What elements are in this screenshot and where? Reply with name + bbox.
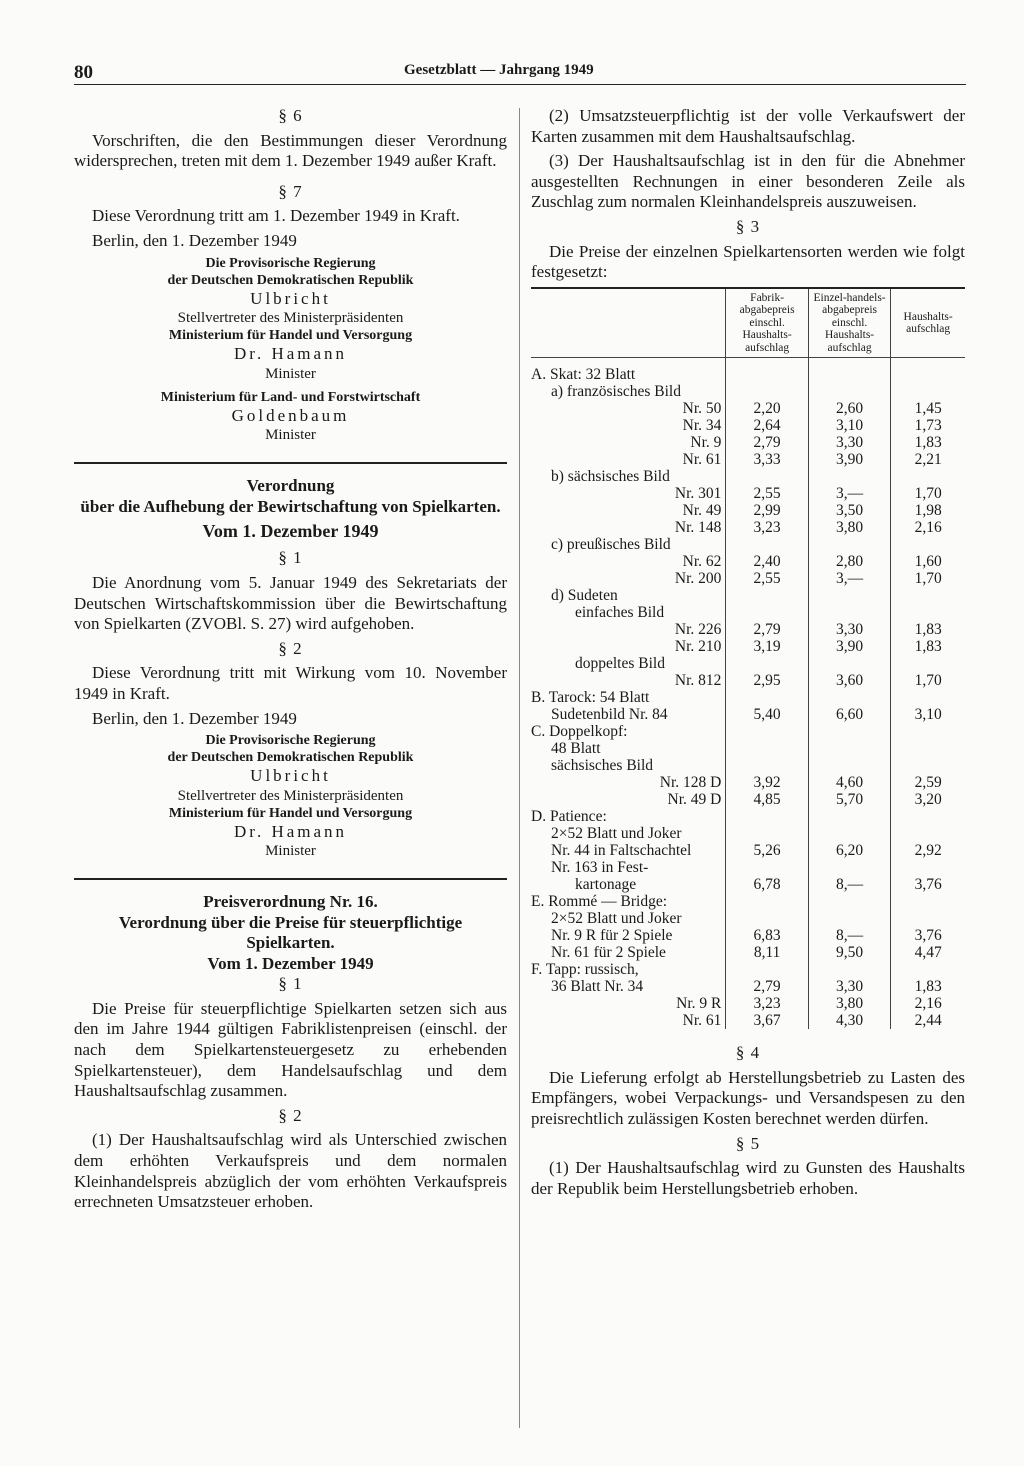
table-row [531, 825, 965, 842]
table-cell-item: F. Tapp: russisch, [531, 961, 639, 979]
table-row [531, 808, 965, 825]
sig1-title3: Minister [265, 427, 316, 444]
table-cell-factory-price: 3,23 [726, 519, 808, 536]
table-cell-factory-price: 2,99 [726, 502, 808, 519]
table-cell-surcharge: 1,83 [891, 434, 965, 451]
table-cell-surcharge: 2,16 [891, 995, 965, 1012]
table-cell-item: Nr. 49 [682, 502, 722, 520]
table-cell-retail-price [808, 689, 890, 706]
section-2-paragraph-3: (3) Der Haushaltsaufschlag ist in den für die Abnehmer ausgestellten Rechnungen in einer besonderen Zeile als Zuschlag zum normalen Kleinhandelspreis auszuweisen. [531, 151, 965, 212]
table-cell-item: B. Tarock: 54 Blatt [531, 689, 650, 707]
table-cell-retail-price [808, 468, 890, 485]
section-7-text: Diese Verordnung tritt am 1. Dezember 1949 in Kraft. [92, 206, 460, 226]
price-table-header-retail: Einzel-handels-abgabepreis einschl. Haushalts-aufschlag [808, 288, 890, 358]
table-cell-retail-price [808, 536, 890, 553]
table-row [531, 434, 965, 451]
ordinance2-date: Vom 1. Dezember 1949 [202, 521, 379, 542]
table-cell-item: einfaches Bild [575, 604, 665, 622]
table-cell-surcharge: 2,59 [891, 774, 965, 791]
table-cell-retail-price: 5,70 [808, 791, 890, 808]
page-number: 80 [74, 62, 93, 83]
sig1-name1: Ulbricht [250, 288, 331, 308]
table-cell-surcharge [891, 859, 965, 876]
ordinance2-section2-heading: § 2 [278, 638, 303, 658]
table-cell-factory-price [726, 468, 808, 485]
table-cell-factory-price: 2,79 [726, 621, 808, 638]
table-cell-factory-price [726, 587, 808, 604]
table-row [531, 893, 965, 910]
table-cell-factory-price: 3,19 [726, 638, 808, 655]
table-cell-surcharge [891, 655, 965, 672]
table-cell-retail-price: 9,50 [808, 944, 890, 961]
ordinance2-title2: über die Aufhebung der Bewirtschaftung von Spielkarten. [80, 496, 501, 516]
table-cell-factory-price: 2,95 [726, 672, 808, 689]
table-row [531, 978, 965, 995]
table-cell-surcharge: 3,20 [891, 791, 965, 808]
ordinance3-title1: Preisverordnung Nr. 16. [203, 892, 378, 912]
table-cell-surcharge: 1,70 [891, 672, 965, 689]
sig1-ministry2: Ministerium für Land- und Forstwirtschaft [160, 389, 421, 405]
table-cell-item: d) Sudeten [551, 587, 618, 605]
place-date-1: Berlin, den 1. Dezember 1949 [92, 230, 297, 250]
table-cell-factory-price [726, 825, 808, 842]
section-5-heading: § 5 [735, 1133, 761, 1153]
table-cell-surcharge: 4,47 [891, 944, 965, 961]
table-cell-surcharge: 1,83 [891, 978, 965, 995]
price-table-header-label [531, 288, 726, 358]
section-3-heading: § 3 [735, 216, 761, 236]
table-cell-retail-price: 3,60 [808, 672, 890, 689]
table-row [531, 570, 965, 587]
table-cell-retail-price: 2,80 [808, 553, 890, 570]
right-column [531, 106, 965, 1203]
table-cell-item: Nr. 62 [682, 553, 722, 571]
table-cell-item: a) französisches Bild [551, 383, 681, 401]
header-rule [74, 84, 966, 85]
table-row [531, 468, 965, 485]
table-cell-retail-price: 4,30 [808, 1012, 890, 1029]
section-7-heading: § 7 [278, 181, 303, 201]
sig1-title1: Stellvertreter des Ministerpräsidenten [177, 310, 404, 327]
table-cell-retail-price: 3,90 [808, 638, 890, 655]
table-cell-surcharge: 2,16 [891, 519, 965, 536]
table-cell-retail-price [808, 825, 890, 842]
table-cell-item: Nr. 9 R für 2 Spiele [551, 927, 673, 945]
table-cell-item: 48 Blatt [551, 740, 601, 758]
table-cell-surcharge: 1,45 [891, 400, 965, 417]
sig2-name1: Ulbricht [250, 766, 331, 786]
price-table-body [531, 358, 965, 1030]
table-row [531, 757, 965, 774]
table-row [531, 621, 965, 638]
sig1-gov-line1: Die Provisorische Regierung [205, 255, 376, 271]
table-cell-retail-price [808, 383, 890, 400]
table-cell-retail-price: 4,60 [808, 774, 890, 791]
table-cell-factory-price: 2,55 [726, 570, 808, 587]
section-separator-2 [74, 878, 507, 880]
table-row [531, 706, 965, 723]
table-cell-surcharge [891, 893, 965, 910]
table-cell-retail-price: 3,30 [808, 978, 890, 995]
table-cell-retail-price: 3,80 [808, 995, 890, 1012]
table-row [531, 417, 965, 434]
table-cell-factory-price [726, 808, 808, 825]
table-cell-retail-price [808, 893, 890, 910]
table-cell-retail-price: 3,30 [808, 434, 890, 451]
table-cell-item: Nr. 301 [674, 485, 722, 503]
table-cell-factory-price [726, 961, 808, 978]
table-cell-factory-price: 2,64 [726, 417, 808, 434]
table-cell-factory-price: 5,40 [726, 706, 808, 723]
table-cell-surcharge [891, 723, 965, 740]
sig2-title1: Stellvertreter des Ministerpräsidenten [177, 787, 404, 804]
table-cell-factory-price: 3,67 [726, 1012, 808, 1029]
table-cell-surcharge: 2,44 [891, 1012, 965, 1029]
table-cell-item: Nr. 61 [682, 451, 722, 469]
table-cell-factory-price [726, 910, 808, 927]
table-cell-retail-price [808, 587, 890, 604]
table-row [531, 791, 965, 808]
table-cell-surcharge: 1,83 [891, 621, 965, 638]
table-cell-retail-price [808, 910, 890, 927]
table-cell-factory-price [726, 358, 808, 384]
table-cell-factory-price: 3,92 [726, 774, 808, 791]
table-cell-item: Sudetenbild Nr. 84 [551, 706, 668, 724]
ordinance3-title2: Verordnung über die Preise für steuerpflichtige Spielkarten. [118, 912, 463, 953]
section-6-text: Vorschriften, die den Bestimmungen dieser Verordnung widersprechen, treten mit dem 1. Dezember 1949 außer Kraft. [74, 130, 507, 171]
table-cell-item: b) sächsisches Bild [551, 468, 670, 486]
table-cell-factory-price: 6,78 [726, 876, 808, 893]
table-row [531, 910, 965, 927]
table-row [531, 995, 965, 1012]
table-cell-item: Nr. 61 für 2 Spiele [551, 944, 666, 962]
table-cell-surcharge: 1,70 [891, 570, 965, 587]
sig2-gov-line2: der Deutschen Demokratischen Republik [167, 750, 414, 766]
table-cell-surcharge [891, 825, 965, 842]
price-table-header-surcharge: Haushalts-aufschlag [891, 288, 965, 358]
table-cell-factory-price [726, 383, 808, 400]
section-2-paragraph-2: (2) Umsatzsteuerpflichtig ist der volle Verkaufswert der Karten zusammen mit dem Haushaltsaufschlag. [531, 106, 965, 146]
table-cell-item: Nr. 200 [674, 570, 722, 588]
table-cell-item: Nr. 61 [682, 1012, 722, 1030]
left-column [74, 106, 507, 1217]
table-cell-factory-price [726, 859, 808, 876]
table-cell-surcharge: 1,60 [891, 553, 965, 570]
table-cell-surcharge: 3,10 [891, 706, 965, 723]
sig1-gov-line2: der Deutschen Demokratischen Republik [167, 272, 414, 288]
table-cell-surcharge [891, 757, 965, 774]
sig2-title2: Minister [265, 843, 316, 860]
ordinance2-section1-heading: § 1 [278, 548, 303, 568]
table-cell-item: 2×52 Blatt und Joker [551, 825, 682, 843]
section-4-heading: § 4 [735, 1043, 761, 1063]
table-cell-retail-price: 3,30 [808, 621, 890, 638]
table-cell-retail-price: 8,— [808, 927, 890, 944]
table-cell-item: Nr. 210 [674, 638, 722, 656]
table-cell-retail-price: 3,80 [808, 519, 890, 536]
table-cell-surcharge: 1,83 [891, 638, 965, 655]
table-cell-item: sächsisches Bild [551, 757, 654, 775]
table-row [531, 1012, 965, 1029]
table-cell-retail-price: 3,90 [808, 451, 890, 468]
table-row [531, 485, 965, 502]
table-cell-factory-price [726, 536, 808, 553]
table-cell-surcharge: 1,73 [891, 417, 965, 434]
table-cell-factory-price: 2,20 [726, 400, 808, 417]
table-cell-item: Nr. 49 D [667, 791, 722, 809]
table-row [531, 451, 965, 468]
table-cell-retail-price [808, 808, 890, 825]
table-row [531, 672, 965, 689]
table-cell-factory-price: 3,33 [726, 451, 808, 468]
section-3-text: Die Preise der einzelnen Spielkartensorten werden wie folgt festgesetzt: [531, 241, 965, 282]
table-cell-factory-price: 6,83 [726, 927, 808, 944]
table-cell-retail-price: 2,60 [808, 400, 890, 417]
table-cell-item: Nr. 9 R [676, 995, 722, 1013]
table-row [531, 740, 965, 757]
section-4-text: Die Lieferung erfolgt ab Herstellungsbetrieb zu Lasten des Empfängers, wobei Verpackungs- und Versandspesen zu den preisrechtlich zulässigen Kosten berechnet werden dürfen. [531, 1067, 965, 1129]
table-cell-item: Nr. 163 in Fest- [551, 859, 649, 877]
sig1-ministry1: Ministerium für Handel und Versorgung [168, 328, 413, 344]
table-cell-item: Nr. 44 in Faltschachtel [551, 842, 692, 860]
table-cell-surcharge: 3,76 [891, 927, 965, 944]
table-cell-surcharge [891, 383, 965, 400]
table-row [531, 358, 965, 384]
table-cell-factory-price: 2,40 [726, 553, 808, 570]
table-row [531, 587, 965, 604]
table-cell-surcharge: 3,76 [891, 876, 965, 893]
table-row [531, 383, 965, 400]
sig2-gov-line1: Die Provisorische Regierung [205, 733, 376, 749]
table-cell-retail-price: 3,10 [808, 417, 890, 434]
table-row [531, 502, 965, 519]
section-6-heading: § 6 [278, 106, 303, 125]
table-cell-item: Nr. 9 [690, 434, 722, 452]
table-cell-retail-price [808, 757, 890, 774]
table-cell-surcharge: 1,70 [891, 485, 965, 502]
sig2-ministry1: Ministerium für Handel und Versorgung [168, 805, 413, 821]
table-cell-retail-price: 6,60 [808, 706, 890, 723]
table-cell-retail-price [808, 723, 890, 740]
table-cell-factory-price [726, 757, 808, 774]
table-cell-item: E. Rommé — Bridge: [531, 893, 668, 911]
column-divider [519, 108, 520, 1428]
table-cell-item: doppeltes Bild [575, 655, 665, 673]
table-row [531, 655, 965, 672]
price-table-header-row [531, 288, 965, 358]
table-cell-factory-price [726, 689, 808, 706]
table-row [531, 400, 965, 417]
price-table-header-factory: Fabrik-abgabepreis einschl. Haushalts-aufschlag [726, 288, 808, 358]
sig1-name3: Goldenbaum [231, 405, 350, 425]
table-row [531, 536, 965, 553]
table-cell-retail-price [808, 655, 890, 672]
table-row [531, 842, 965, 859]
table-cell-surcharge [891, 961, 965, 978]
place-date-2: Berlin, den 1. Dezember 1949 [92, 708, 297, 728]
ordinance2-section1-text: Die Anordnung vom 5. Januar 1949 des Sekretariats der Deutschen Wirtschaftskommission über die Bewirtschaftung von Spielkarten (ZVOBl. S. 27) wird aufgehoben. [74, 572, 507, 634]
table-row [531, 927, 965, 944]
table-cell-factory-price [726, 655, 808, 672]
table-cell-surcharge [891, 587, 965, 604]
table-cell-factory-price: 8,11 [726, 944, 808, 961]
table-row [531, 944, 965, 961]
table-cell-item: c) preußisches Bild [551, 536, 671, 554]
table-cell-factory-price [726, 604, 808, 621]
section-5-text: (1) Der Haushaltsaufschlag wird zu Gunsten des Haushalts der Republik beim Herstellungsbetrieb erhoben. [531, 1158, 965, 1198]
table-cell-retail-price [808, 358, 890, 384]
table-cell-surcharge [891, 468, 965, 485]
sig1-name2: Dr. Hamann [233, 344, 348, 364]
table-cell-surcharge [891, 689, 965, 706]
table-cell-item: D. Patience: [531, 808, 607, 826]
table-cell-factory-price: 3,23 [726, 995, 808, 1012]
table-cell-retail-price [808, 859, 890, 876]
table-cell-item: 36 Blatt Nr. 34 [551, 978, 644, 996]
table-cell-retail-price: 6,20 [808, 842, 890, 859]
table-cell-surcharge [891, 910, 965, 927]
table-cell-retail-price [808, 740, 890, 757]
table-cell-factory-price: 2,79 [726, 434, 808, 451]
ordinance3-date: Vom 1. Dezember 1949 [207, 953, 374, 973]
table-cell-retail-price: 3,— [808, 485, 890, 502]
ordinance2-section2-text: Diese Verordnung tritt mit Wirkung vom 10. November 1949 in Kraft. [74, 663, 507, 703]
table-cell-item: Nr. 50 [682, 400, 722, 418]
table-row [531, 876, 965, 893]
table-cell-factory-price: 2,55 [726, 485, 808, 502]
table-row [531, 553, 965, 570]
ordinance3-section1-heading: § 1 [278, 974, 303, 994]
table-cell-surcharge [891, 808, 965, 825]
table-cell-factory-price [726, 893, 808, 910]
table-row [531, 604, 965, 621]
ordinance3-section2-text: (1) Der Haushaltsaufschlag wird als Unterschied zwischen dem erhöhten Verkaufspreis und dem normalen Kleinhandelspreis abzüglich der vom erhöhten Verkaufspreis errechneten Umsatzsteuer erhoben. [74, 1130, 507, 1212]
ordinance3-section1-text: Die Preise für steuerpflichtige Spielkarten setzen sich aus den im Jahre 1944 gültigen Fabriklistenpreisen (einschl. der nach dem Spielkartensteuergesetz zu erhebenden Spielkartensteuer), dem Handelsaufschlag und dem Haushaltsaufschlag zusammen. [74, 998, 507, 1101]
table-cell-item: C. Doppelkopf: [531, 723, 628, 741]
table-row [531, 961, 965, 978]
table-cell-surcharge: 2,92 [891, 842, 965, 859]
ordinance2-title1: Verordnung [246, 476, 335, 496]
table-row [531, 689, 965, 706]
table-cell-surcharge [891, 536, 965, 553]
table-cell-retail-price: 3,— [808, 570, 890, 587]
table-cell-factory-price [726, 723, 808, 740]
sig1-title2: Minister [265, 365, 316, 382]
table-cell-item: Nr. 226 [674, 621, 722, 639]
table-cell-retail-price [808, 604, 890, 621]
table-row [531, 519, 965, 536]
table-cell-surcharge [891, 740, 965, 757]
table-cell-surcharge: 1,98 [891, 502, 965, 519]
table-cell-item: Nr. 812 [674, 672, 722, 690]
table-row [531, 723, 965, 740]
table-row [531, 638, 965, 655]
table-cell-factory-price: 5,26 [726, 842, 808, 859]
sig2-name2: Dr. Hamann [233, 821, 348, 841]
table-cell-item: Nr. 148 [674, 519, 722, 537]
table-cell-surcharge [891, 358, 965, 384]
table-cell-retail-price: 8,— [808, 876, 890, 893]
table-cell-factory-price [726, 740, 808, 757]
table-cell-item: A. Skat: 32 Blatt [531, 366, 636, 384]
table-cell-item: kartonage [575, 876, 637, 894]
table-row [531, 774, 965, 791]
table-cell-surcharge [891, 604, 965, 621]
table-cell-item: Nr. 128 D [659, 774, 722, 792]
ordinance3-section2-heading: § 2 [278, 1105, 303, 1125]
section-separator-1 [74, 462, 507, 464]
table-cell-factory-price: 2,79 [726, 978, 808, 995]
table-cell-retail-price: 3,50 [808, 502, 890, 519]
running-header-title: Gesetzblatt — Jahrgang 1949 [404, 62, 594, 78]
table-cell-surcharge: 2,21 [891, 451, 965, 468]
price-table [531, 287, 965, 1030]
table-cell-item: Nr. 34 [682, 417, 722, 435]
table-row [531, 859, 965, 876]
table-cell-item: 2×52 Blatt und Joker [551, 910, 682, 928]
table-cell-factory-price: 4,85 [726, 791, 808, 808]
table-cell-retail-price [808, 961, 890, 978]
